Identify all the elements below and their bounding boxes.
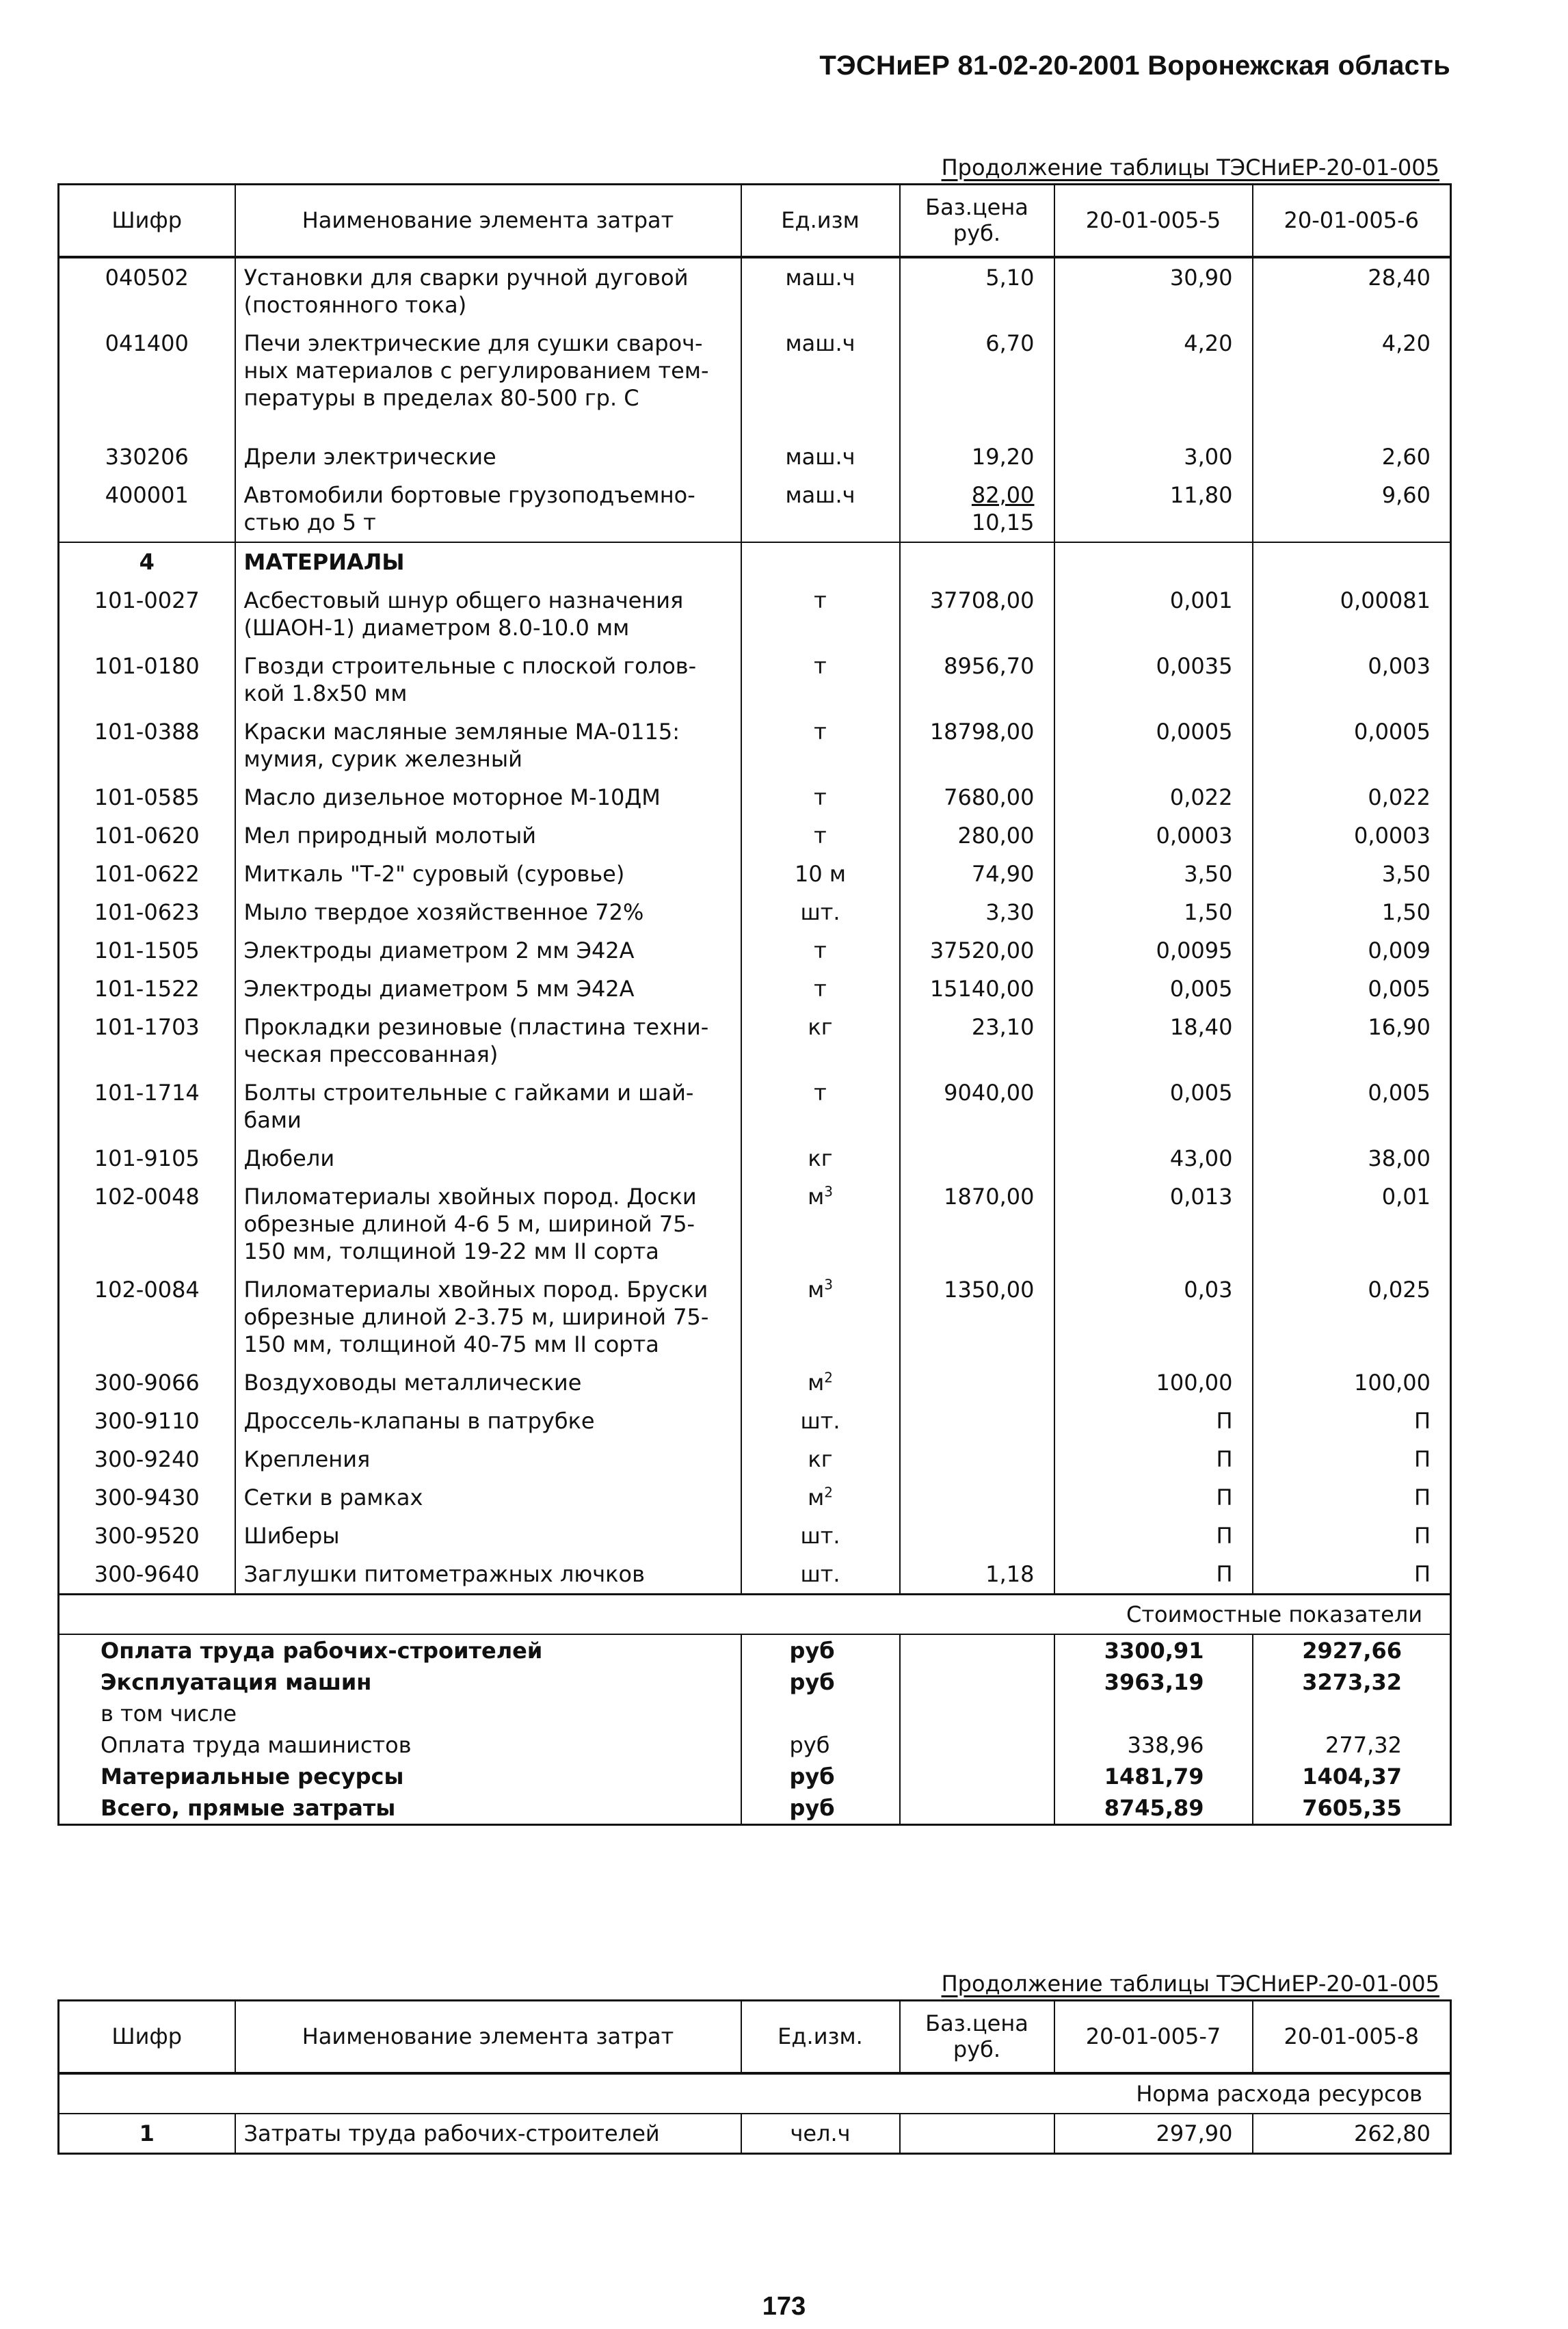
row-unit-base: м (808, 1276, 825, 1303)
table2-header (59, 2001, 1451, 2073)
row-unit: т (741, 931, 900, 970)
table-row (59, 970, 1451, 1008)
row-price (900, 1139, 1054, 1177)
row-value-2: 9,60 (1253, 476, 1451, 542)
row-value-1: 0,022 (1054, 778, 1253, 816)
cost-row-empty (900, 1729, 1054, 1761)
cost-row-empty (900, 1698, 1054, 1729)
row-name: Мыло твердое хозяйственное 72% (235, 893, 741, 931)
row-value-1: 0,013 (1054, 1177, 1253, 1270)
cost-row (59, 1634, 1451, 1666)
row-value-1: 0,0095 (1054, 931, 1253, 970)
row-name: Пиломатериалы хвойных пород. Доски обрезные длиной 4-6 5 м, шириной 75-150 мм, толщиной 19-22 мм II сорта (235, 1177, 741, 1270)
table-row (59, 778, 1451, 816)
row-value-1: 297,90 (1054, 2114, 1253, 2154)
col-header-code: Шифр (59, 2001, 235, 2073)
cost-row-name: Оплата труда рабочих-строителей (59, 1634, 741, 1666)
table-row (59, 1478, 1451, 1517)
table-row (59, 1363, 1451, 1402)
row-name: Дроссель-клапаны в патрубке (235, 1402, 741, 1440)
row-unit: кг (741, 1440, 900, 1478)
row-unit (741, 1270, 900, 1363)
table-row (59, 855, 1451, 893)
row-price (900, 1402, 1054, 1440)
cost-indicators (59, 1594, 1451, 1634)
row-value-2: 2,60 (1253, 438, 1451, 476)
row-name: Электроды диаметром 2 мм Э42А (235, 931, 741, 970)
cost-row-value-1: 1481,79 (1054, 1761, 1253, 1792)
cost-row-unit (741, 1698, 900, 1729)
table-row (59, 2114, 1451, 2154)
row-code: 300-9430 (59, 1478, 235, 1517)
cost-row-name: Эксплуатация машин (59, 1666, 741, 1698)
col-header-c3: 20-01-005-7 (1054, 2001, 1253, 2073)
table-continuation-label: Продолжение таблицы ТЭСНиЕР-20-01-005 (941, 155, 1439, 181)
row-unit: маш.ч (741, 438, 900, 476)
cost-row-empty (900, 1666, 1054, 1698)
row-price: 19,20 (900, 438, 1054, 476)
row-price: 9040,00 (900, 1074, 1054, 1139)
row-unit: шт. (741, 1402, 900, 1440)
row-name: Пиломатериалы хвойных пород. Бруски обрезные длиной 2-3.75 м, шириной 75-150 мм, толщиной 40-75 мм II сорта (235, 1270, 741, 1363)
row-price (900, 2114, 1054, 2154)
row-name: Мел природный молотый (235, 816, 741, 855)
row-value-2: 262,80 (1253, 2114, 1451, 2154)
row-value-2: 100,00 (1253, 1363, 1451, 1402)
row-name: Дрели электрические (235, 438, 741, 476)
row-unit: маш.ч (741, 324, 900, 438)
row-value-1: 0,005 (1054, 970, 1253, 1008)
row-name: Воздуховоды металлические (235, 1363, 741, 1402)
table-row (59, 713, 1451, 778)
row-price (900, 1478, 1054, 1517)
row-code: 101-1505 (59, 931, 235, 970)
row-unit: т (741, 970, 900, 1008)
resource-table-1 (57, 183, 1452, 1826)
row-price: 1,18 (900, 1555, 1054, 1595)
row-value-1: 4,20 (1054, 324, 1253, 438)
row-value-2: 1,50 (1253, 893, 1451, 931)
row-code: 300-9066 (59, 1363, 235, 1402)
row-value-1: П (1054, 1402, 1253, 1440)
table-row (59, 324, 1451, 438)
row-value-2: П (1253, 1517, 1451, 1555)
row-price: 23,10 (900, 1008, 1054, 1074)
cost-row-unit: руб (741, 1792, 900, 1825)
cost-row-empty (900, 1634, 1054, 1666)
row-unit: маш.ч (741, 476, 900, 542)
cost-row (59, 1729, 1451, 1761)
row-code: 101-1714 (59, 1074, 235, 1139)
row-code: 1 (59, 2114, 235, 2154)
row-code: 300-9640 (59, 1555, 235, 1595)
row-value-2: 0,005 (1253, 1074, 1451, 1139)
cost-row-name: Материальные ресурсы (59, 1761, 741, 1792)
row-value-1: П (1054, 1478, 1253, 1517)
row-value-1: 0,005 (1054, 1074, 1253, 1139)
row-unit-base: м (808, 1484, 825, 1510)
row-code: 101-1522 (59, 970, 235, 1008)
row-unit: кг (741, 1008, 900, 1074)
row-code: 300-9110 (59, 1402, 235, 1440)
row-code: 300-9520 (59, 1517, 235, 1555)
row-value-1: П (1054, 1555, 1253, 1595)
row-unit: т (741, 778, 900, 816)
row-name: Заглушки питометражных лючков (235, 1555, 741, 1595)
row-price: 1870,00 (900, 1177, 1054, 1270)
col-header-name: Наименование элемента затрат (235, 2001, 741, 2073)
cost-row-unit: руб (741, 1666, 900, 1698)
table-row (59, 1402, 1451, 1440)
row-code: 041400 (59, 324, 235, 438)
row-value-2: 0,00081 (1253, 581, 1451, 647)
row-name: Прокладки резиновые (пластина техни-ческая прессованная) (235, 1008, 741, 1074)
row-value-2: 3,50 (1253, 855, 1451, 893)
row-unit: т (741, 581, 900, 647)
cost-row-value-2 (1253, 1698, 1451, 1729)
row-value-2: 0,0003 (1253, 816, 1451, 855)
row-code: 101-0027 (59, 581, 235, 647)
row-value-1: П (1054, 1440, 1253, 1478)
row-price: 18798,00 (900, 713, 1054, 778)
row-name: Миткаль "Т-2" суровый (суровье) (235, 855, 741, 893)
row-value-2: П (1253, 1555, 1451, 1595)
row-code: 101-9105 (59, 1139, 235, 1177)
cost-row-name: Всего, прямые затраты (59, 1792, 741, 1825)
row-price (900, 1517, 1054, 1555)
row-name: Асбестовый шнур общего назначения (ШАОН-1) диаметром 8.0-10.0 мм (235, 581, 741, 647)
row-code: 300-9240 (59, 1440, 235, 1478)
section-code: 4 (59, 542, 235, 581)
row-price: 280,00 (900, 816, 1054, 855)
row-code: 101-0623 (59, 893, 235, 931)
row-value-2: 28,40 (1253, 257, 1451, 324)
row-price: 15140,00 (900, 970, 1054, 1008)
cost-row-value-2: 3273,32 (1253, 1666, 1451, 1698)
section-name: МАТЕРИАЛЫ (235, 542, 741, 581)
row-name: Установки для сварки ручной дуговой (постоянного тока) (235, 257, 741, 324)
row-value-2: 4,20 (1253, 324, 1451, 438)
row-value-1: 3,50 (1054, 855, 1253, 893)
col-header-unit: Ед.изм. (741, 2001, 900, 2073)
col-header-unit: Ед.изм (741, 185, 900, 257)
cost-row-name: Оплата труда машинистов (59, 1729, 741, 1761)
col-header-c1: 20-01-005-5 (1054, 185, 1253, 257)
row-value-1: 0,001 (1054, 581, 1253, 647)
cost-row-value-2: 2927,66 (1253, 1634, 1451, 1666)
row-price: 1350,00 (900, 1270, 1054, 1363)
col-header-name: Наименование элемента затрат (235, 185, 741, 257)
cost-row-value-1: 3963,19 (1054, 1666, 1253, 1698)
cost-row (59, 1761, 1451, 1792)
table-row (59, 1177, 1451, 1270)
cost-indicators-label: Стоимостные показатели (59, 1594, 1451, 1634)
section-row-materials (59, 542, 1451, 581)
row-name: Автомобили бортовые грузоподъемно-стью до 5 т (235, 476, 741, 542)
row-value-1: 0,0003 (1054, 816, 1253, 855)
row-price: 37708,00 (900, 581, 1054, 647)
row-unit-base: м (808, 1369, 825, 1396)
table-row (59, 581, 1451, 647)
cost-row-value-2: 1404,37 (1253, 1761, 1451, 1792)
row-value-1: 3,00 (1054, 438, 1253, 476)
row-name: Краски масляные земляные МА-0115: мумия, сурик железный (235, 713, 741, 778)
row-unit-superscript: 3 (824, 1275, 833, 1292)
table-continuation-label-2: Продолжение таблицы ТЭСНиЕР-20-01-005 (941, 1971, 1439, 1997)
row-code: 101-0180 (59, 647, 235, 713)
cost-row-unit: руб (741, 1729, 900, 1761)
row-unit: т (741, 816, 900, 855)
row-unit: шт. (741, 1555, 900, 1595)
table-row (59, 893, 1451, 931)
row-name: Печи электрические для сушки свароч-ных материалов с регулированием тем-пературы в пределах 80-500 гр. С (235, 324, 741, 438)
row-unit (741, 1478, 900, 1517)
row-value-2: 0,003 (1253, 647, 1451, 713)
row-name: Электроды диаметром 5 мм Э42А (235, 970, 741, 1008)
col-header-c4: 20-01-005-8 (1253, 2001, 1451, 2073)
col-header-code: Шифр (59, 185, 235, 257)
table-row (59, 257, 1451, 324)
row-unit: т (741, 1074, 900, 1139)
row-value-1: 100,00 (1054, 1363, 1253, 1402)
row-code: 102-0084 (59, 1270, 235, 1363)
table-row (59, 1517, 1451, 1555)
row-price: 5,10 (900, 257, 1054, 324)
row-name: Болты строительные с гайками и шай-бами (235, 1074, 741, 1139)
row-price: 7680,00 (900, 778, 1054, 816)
row-price: 37520,00 (900, 931, 1054, 970)
row-code: 101-0620 (59, 816, 235, 855)
row-unit: шт. (741, 1517, 900, 1555)
row-price (900, 1440, 1054, 1478)
table-header (59, 185, 1451, 257)
cost-row-value-1: 8745,89 (1054, 1792, 1253, 1825)
row-price: 74,90 (900, 855, 1054, 893)
row-price-secondary: 10,15 (971, 509, 1035, 535)
col-header-price: Баз.цена руб. (900, 185, 1054, 257)
row-code: 330206 (59, 438, 235, 476)
row-price: 6,70 (900, 324, 1054, 438)
row-unit (741, 1363, 900, 1402)
row-value-1: 43,00 (1054, 1139, 1253, 1177)
table-row (59, 438, 1451, 476)
row-unit: маш.ч (741, 257, 900, 324)
row-unit (741, 1177, 900, 1270)
cost-row-value-1 (1054, 1698, 1253, 1729)
row-value-1: 11,80 (1054, 476, 1253, 542)
row-value-2: П (1253, 1440, 1451, 1478)
table-row (59, 647, 1451, 713)
cost-row (59, 1698, 1451, 1729)
row-unit: кг (741, 1139, 900, 1177)
row-unit: т (741, 713, 900, 778)
cost-row-value-2: 277,32 (1253, 1729, 1451, 1761)
row-value-1: 0,03 (1054, 1270, 1253, 1363)
row-name: Сетки в рамках (235, 1478, 741, 1517)
table-row (59, 816, 1451, 855)
norm-label: Норма расхода ресурсов (59, 2073, 1451, 2114)
row-code: 400001 (59, 476, 235, 542)
row-name: Гвозди строительные с плоской голов-кой 1.8x50 мм (235, 647, 741, 713)
table-row (59, 1440, 1451, 1478)
row-code: 102-0048 (59, 1177, 235, 1270)
row-value-1: 0,0005 (1054, 713, 1253, 778)
row-value-1: П (1054, 1517, 1253, 1555)
cost-row-value-1: 3300,91 (1054, 1634, 1253, 1666)
row-name: Крепления (235, 1440, 741, 1478)
col-header-c2: 20-01-005-6 (1253, 185, 1451, 257)
row-price: 8956,70 (900, 647, 1054, 713)
table-row (59, 1270, 1451, 1363)
row-unit-superscript: 2 (824, 1483, 833, 1500)
materials-section (59, 542, 1451, 581)
row-code: 101-0585 (59, 778, 235, 816)
row-value-1: 1,50 (1054, 893, 1253, 931)
cost-rows (59, 1634, 1451, 1825)
row-value-2: 0,025 (1253, 1270, 1451, 1363)
table-row (59, 931, 1451, 970)
row-code: 101-1703 (59, 1008, 235, 1074)
materials-rows (59, 581, 1451, 1595)
row-value-2: 38,00 (1253, 1139, 1451, 1177)
col-header-price: Баз.цена руб. (900, 2001, 1054, 2073)
cost-row (59, 1792, 1451, 1825)
row-code: 101-0388 (59, 713, 235, 778)
cost-row-unit: руб (741, 1634, 900, 1666)
row-unit-superscript: 3 (824, 1182, 833, 1199)
table-row (59, 1139, 1451, 1177)
row-value-1: 0,0035 (1054, 647, 1253, 713)
cost-row (59, 1666, 1451, 1698)
row-name: Шиберы (235, 1517, 741, 1555)
cost-row-value-1: 338,96 (1054, 1729, 1253, 1761)
row-code: 101-0622 (59, 855, 235, 893)
row-value-2: 0,01 (1253, 1177, 1451, 1270)
document-header-title: ТЭСНиЕР 81-02-20-2001 Воронежская область (819, 51, 1450, 81)
row-unit: 10 м (741, 855, 900, 893)
cost-row-empty (900, 1792, 1054, 1825)
cost-row-value-2: 7605,35 (1253, 1792, 1451, 1825)
row-value-2: 0,0005 (1253, 713, 1451, 778)
row-name: Дюбели (235, 1139, 741, 1177)
cost-row-empty (900, 1761, 1054, 1792)
row-unit: шт. (741, 893, 900, 931)
row-value-2: П (1253, 1478, 1451, 1517)
row-value-2: 0,022 (1253, 778, 1451, 816)
row-value-2: 0,005 (1253, 970, 1451, 1008)
page-number: 173 (762, 2292, 806, 2321)
row-code: 040502 (59, 257, 235, 324)
row-unit: чел.ч (741, 2114, 900, 2154)
row-name: Затраты труда рабочих-строителей (235, 2114, 741, 2154)
row-unit-base: м (808, 1183, 825, 1210)
row-value-2: 16,90 (1253, 1008, 1451, 1074)
machines-rows (59, 257, 1451, 542)
row-value-1: 30,90 (1054, 257, 1253, 324)
cost-row-unit: руб (741, 1761, 900, 1792)
table-row (59, 1074, 1451, 1139)
row-value-2: 0,009 (1253, 931, 1451, 970)
table-row (59, 1008, 1451, 1074)
row-price (900, 476, 1054, 542)
resource-table-2 (57, 1999, 1452, 2155)
row-value-2: П (1253, 1402, 1451, 1440)
row-unit: т (741, 647, 900, 713)
row-value-1: 18,40 (1054, 1008, 1253, 1074)
row-unit-superscript: 2 (824, 1368, 833, 1385)
table-row (59, 476, 1451, 542)
row-price (900, 1363, 1054, 1402)
cost-row-name: в том числе (59, 1698, 741, 1729)
row-name: Масло дизельное моторное М-10ДМ (235, 778, 741, 816)
row-price-main: 82,00 (971, 481, 1035, 508)
table-row (59, 1555, 1451, 1595)
row-price: 3,30 (900, 893, 1054, 931)
